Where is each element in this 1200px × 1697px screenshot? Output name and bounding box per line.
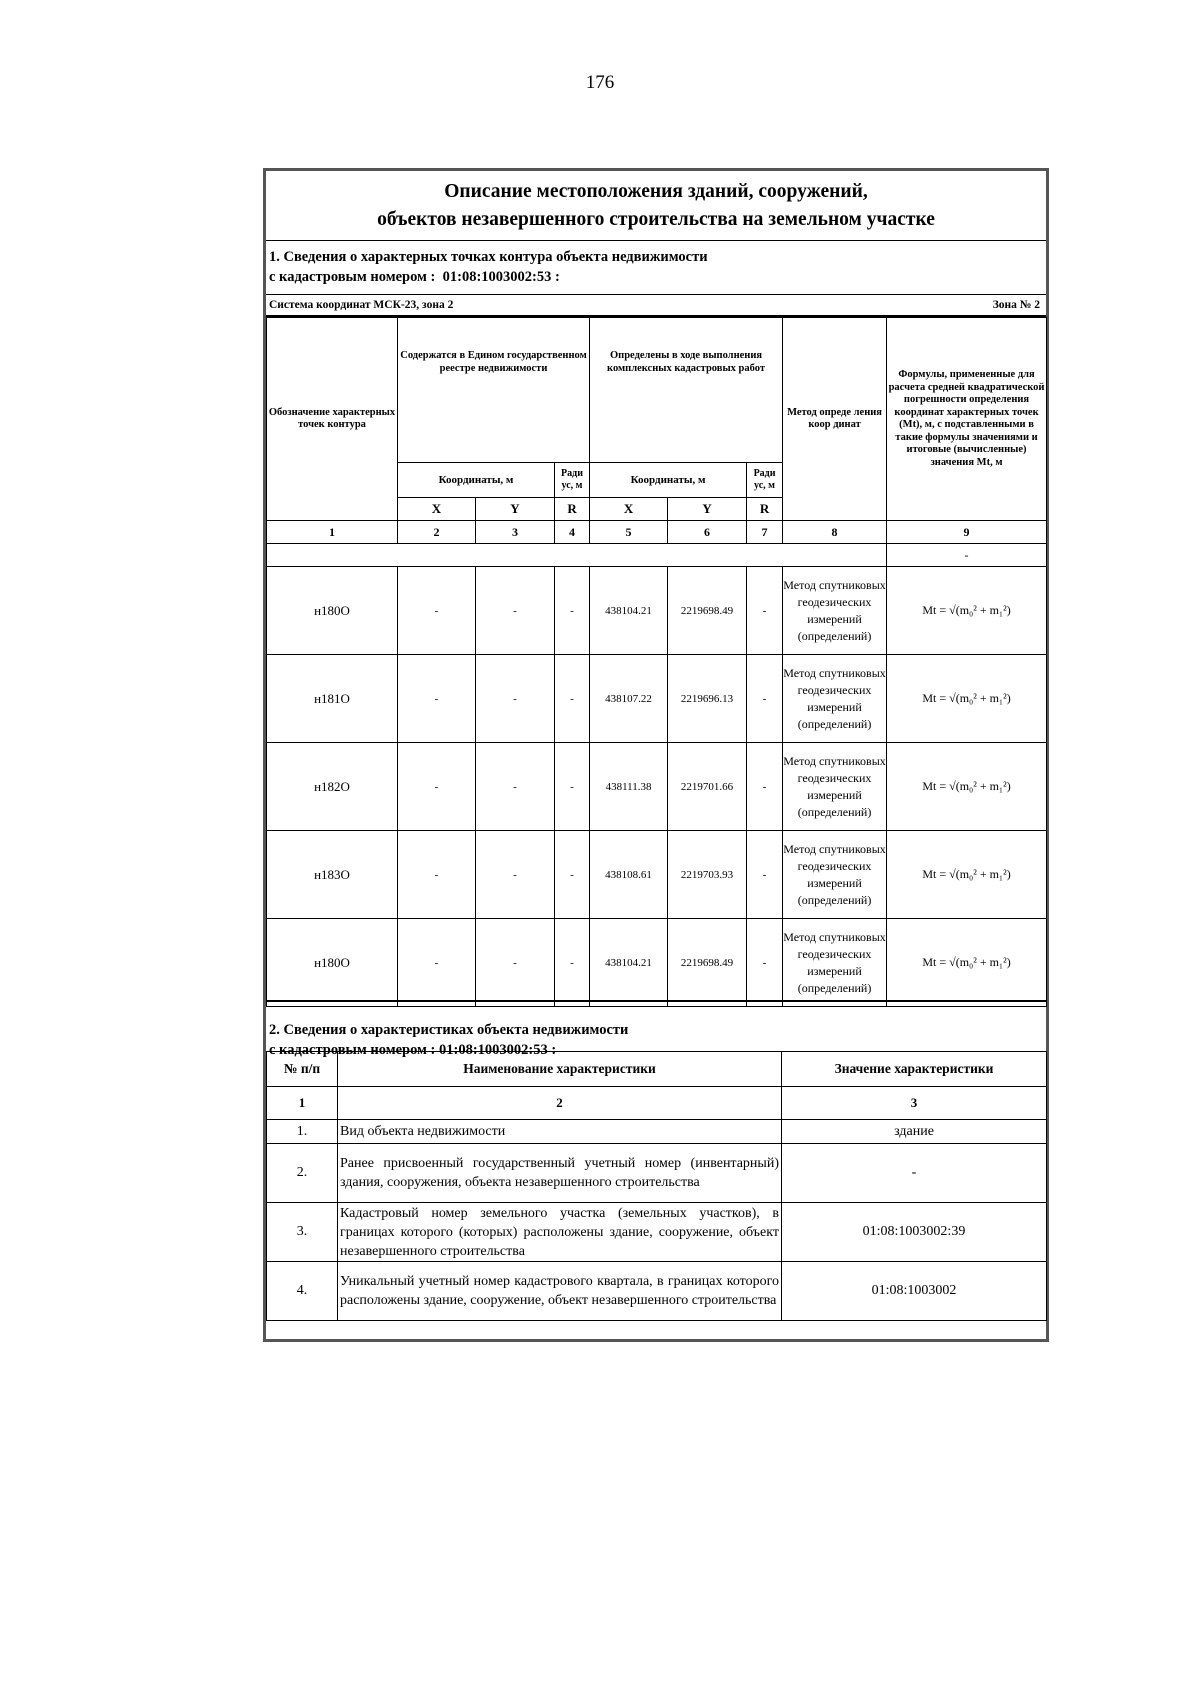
column-number: 6 <box>668 521 747 544</box>
table-row <box>267 1203 1047 1262</box>
table-row <box>267 655 1047 743</box>
x-cell: 438107.22 <box>590 655 668 743</box>
table-row <box>267 567 1047 655</box>
y-cell: 2219703.93 <box>668 831 747 919</box>
section-1-heading <box>266 241 1046 295</box>
row-name: Кадастровый номер земельного участка (земельных участков), в границах которого (которых) расположены здание, сооружение, объект незавершенного строительства <box>338 1203 782 1262</box>
formula-cell: Mt = √(m₀² + m₁²) <box>887 567 1047 655</box>
x-cell: 438104.21 <box>590 919 668 1007</box>
title-line-1: Описание местоположения зданий, сооружений, <box>444 181 868 202</box>
coordinate-system: Система координат МСК-23, зона 2 <box>269 299 454 311</box>
r-cell: - <box>747 831 783 919</box>
method-cell: Метод спутниковых геодезических измерений (определений) <box>783 919 887 1007</box>
row-value: - <box>782 1144 1047 1203</box>
blank-cell <box>267 544 887 567</box>
row-num: 3. <box>267 1203 338 1262</box>
egrn-x-cell: - <box>398 831 476 919</box>
column-number: 3 <box>476 521 555 544</box>
column-number: 7 <box>747 521 783 544</box>
method-cell: Метод спутниковых геодезических измерений (определений) <box>783 567 887 655</box>
row-value: 01:08:1003002 <box>782 1262 1047 1321</box>
egrn-y-cell: - <box>476 919 555 1007</box>
point-cell: н180О <box>267 567 398 655</box>
egrn-x-cell: - <box>398 567 476 655</box>
table-row <box>267 1144 1047 1203</box>
column-number: 9 <box>887 521 1047 544</box>
point-cell: н182О <box>267 743 398 831</box>
formula-cell: Mt = √(m₀² + m₁²) <box>887 743 1047 831</box>
header-works-coords: Координаты, м <box>590 463 747 498</box>
section-1-line-1: 1. Сведения о характерных точках контура объекта недвижимости <box>269 249 708 265</box>
column-number: 1 <box>267 521 398 544</box>
header-egrn: Содержатся в Едином государственном реестре недвижимости <box>398 318 590 463</box>
table-row <box>267 1120 1047 1144</box>
document-form <box>263 168 1049 1342</box>
r-cell: - <box>747 919 783 1007</box>
r-cell: - <box>747 567 783 655</box>
column-number: 4 <box>555 521 590 544</box>
characteristics-number-row <box>267 1087 1047 1120</box>
section-1-line-2: с кадастровым номером : 01:08:1003002:53 : <box>269 269 560 285</box>
table-row <box>267 1262 1047 1321</box>
egrn-r-cell: - <box>555 831 590 919</box>
y-cell: 2219696.13 <box>668 655 747 743</box>
header-method: Метод опреде ления коор динат <box>783 318 887 521</box>
row-num: 2. <box>267 1144 338 1203</box>
header-egrn-coords: Координаты, м <box>398 463 555 498</box>
blank-row <box>267 544 1047 567</box>
method-cell: Метод спутниковых геодезических измерений (определений) <box>783 655 887 743</box>
egrn-x-cell: - <box>398 743 476 831</box>
column-number: 8 <box>783 521 887 544</box>
header-formula: Формулы, примененные для расчета средней квадратической погрешности определения координат характерных точек (Mt), м, с подставленными в такие формулы значениями и итоговые (вычисленные) значения Mt, м <box>887 318 1047 521</box>
column-number-row <box>267 521 1047 544</box>
egrn-r-cell: - <box>555 567 590 655</box>
points-table <box>266 317 1047 1007</box>
header-num: № п/п <box>267 1052 338 1087</box>
egrn-y-cell: - <box>476 831 555 919</box>
header-value: Значение характеристики <box>782 1052 1047 1087</box>
row-value: здание <box>782 1120 1047 1144</box>
column-number: 1 <box>267 1087 338 1120</box>
header-works-x: X <box>590 498 668 521</box>
method-cell: Метод спутниковых геодезических измерений (определений) <box>783 831 887 919</box>
coordinate-system-row <box>266 295 1046 317</box>
r-cell: - <box>747 743 783 831</box>
row-num: 1. <box>267 1120 338 1144</box>
x-cell: 438111.38 <box>590 743 668 831</box>
column-number: 3 <box>782 1087 1047 1120</box>
row-name: Ранее присвоенный государственный учетный номер (инвентарный) здания, сооружения, объекта незавершенного строительства <box>338 1144 782 1203</box>
header-row-1 <box>267 318 1047 463</box>
characteristics-table <box>266 1051 1047 1321</box>
x-cell: 438108.61 <box>590 831 668 919</box>
method-cell: Метод спутниковых геодезических измерений (определений) <box>783 743 887 831</box>
row-value: 01:08:1003002:39 <box>782 1203 1047 1262</box>
egrn-x-cell: - <box>398 655 476 743</box>
egrn-r-cell: - <box>555 743 590 831</box>
row-num: 4. <box>267 1262 338 1321</box>
formula-cell: Mt = √(m₀² + m₁²) <box>887 919 1047 1007</box>
table-row <box>267 743 1047 831</box>
egrn-x-cell: - <box>398 919 476 1007</box>
header-egrn-radius: Ради ус, м <box>555 463 590 498</box>
point-cell: н181О <box>267 655 398 743</box>
section-2-line-2: с кадастровым номером : 01:08:1003002:53 : <box>269 1042 557 1058</box>
y-cell: 2219698.49 <box>668 919 747 1007</box>
header-works-radius: Ради ус, м <box>747 463 783 498</box>
header-point: Обозначение характерных точек контура <box>267 318 398 521</box>
characteristics-header-row <box>267 1052 1047 1087</box>
header-works: Определены в ходе выполнения комплексных кадастровых работ <box>590 318 783 463</box>
column-number: 2 <box>398 521 476 544</box>
egrn-r-cell: - <box>555 655 590 743</box>
document-title <box>266 171 1046 241</box>
formula-cell: Mt = √(m₀² + m₁²) <box>887 655 1047 743</box>
header-egrn-y: Y <box>476 498 555 521</box>
point-cell: н180О <box>267 919 398 1007</box>
section-2-line-1: 2. Сведения о характеристиках объекта недвижимости <box>269 1022 629 1038</box>
header-works-y: Y <box>668 498 747 521</box>
point-cell: н183О <box>267 831 398 919</box>
x-cell: 438104.21 <box>590 567 668 655</box>
egrn-y-cell: - <box>476 567 555 655</box>
table-row <box>267 919 1047 1007</box>
egrn-y-cell: - <box>476 743 555 831</box>
column-number: 2 <box>338 1087 782 1120</box>
page-number: 176 <box>585 72 615 93</box>
row-name: Вид объекта недвижимости <box>338 1120 782 1144</box>
header-name: Наименование характеристики <box>338 1052 782 1087</box>
table-row <box>267 831 1047 919</box>
zone-label: Зона № 2 <box>992 299 1040 311</box>
y-cell: 2219698.49 <box>668 567 747 655</box>
egrn-y-cell: - <box>476 655 555 743</box>
y-cell: 2219701.66 <box>668 743 747 831</box>
r-cell: - <box>747 655 783 743</box>
header-works-r: R <box>747 498 783 521</box>
column-number: 5 <box>590 521 668 544</box>
egrn-r-cell: - <box>555 919 590 1007</box>
title-line-2: объектов незавершенного строительства на земельном участке <box>377 209 935 230</box>
formula-cell: Mt = √(m₀² + m₁²) <box>887 831 1047 919</box>
row-name: Уникальный учетный номер кадастрового квартала, в границах которого расположены здание, сооружение, объект незавершенного строительства <box>338 1262 782 1321</box>
blank-dash: - <box>887 544 1047 567</box>
header-egrn-r: R <box>555 498 590 521</box>
header-egrn-x: X <box>398 498 476 521</box>
